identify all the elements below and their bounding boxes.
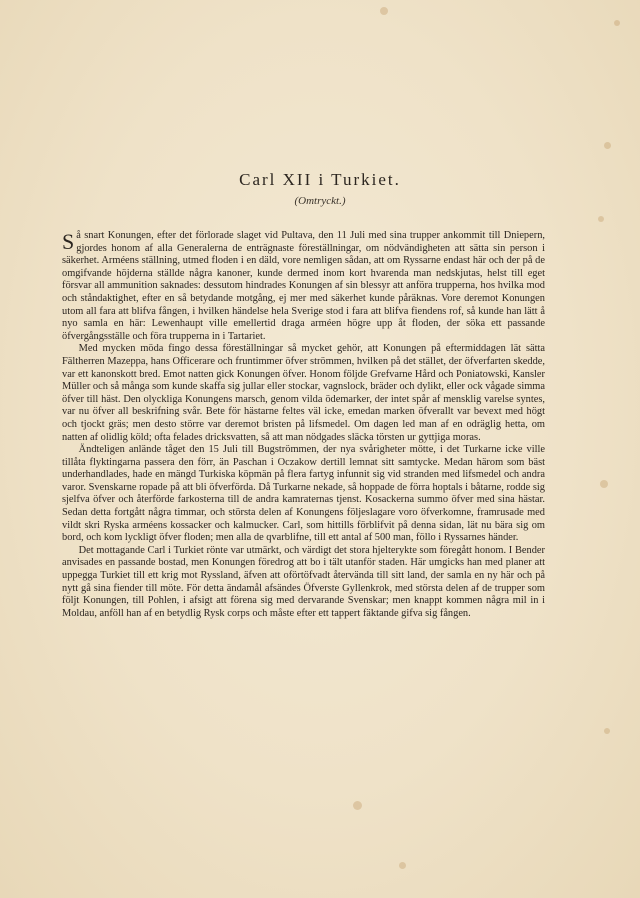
foxing-spot (614, 20, 620, 26)
foxing-spot (600, 480, 608, 488)
paragraph-text: å snart Konungen, efter det förlorade slaget vid Pultava, den 11 Juli med sina trupper ankommit till Dniepern, gjordes honom af alla Generalerna de enträgnaste föreställningar, om nödvändigheten att sätta sin person i säkerhet. Arméens ställning, utmed floden i en däld, vore nemligen sådan, att om Ryssarne endast här och der på de omgifvande höjderna ställde några kanoner, kunde dermed inom kort hvarenda man nedskjutas, helst till eget försvar all ammunition saknades: dessutom hindrades Konungen af sin blessyr att anföra trupperna, hos hvilka mod och ståndaktighet, efter en så betydande motgång, ej mer med säkerhet kunde påräknas. Vore deremot Konungen utom all fara att blifva fången, i hvilken händelse hela Sverige stod i fara att blifva fiendens rof, så kunde han lätt å nyo samla en här: Lewenhaupt ville emellertid draga arméen högre upp åt floden, der söka ett passande öfvergångsställe och föra trupperna in i Tartariet. (62, 230, 545, 342)
foxing-spot (604, 142, 611, 149)
drop-cap: S (62, 229, 75, 254)
foxing-spot (353, 801, 362, 810)
paragraph: Ändteligen anlände tåget den 15 Juli till Bugströmmen, der nya svårigheter mötte, i det Turkarne icke ville tillåta flyktingarna passera den förr, än Paschan i Oczakow dertill lemnat sitt samtycke. Medan härom som bäst underhandlades, hade en mängd Turkiska köpmän på flera fartyg infunnit sig vid stranden med lifsmedel och andra varor. Svenskarne ropade på att bli öfverförda. Då Turkarne nekade, så hoppade de förra hoptals i båtarne, rodde sig sjelfva öfver och återförde farkosterna till de andra kamraternas tjenst. Kosackerna summo öfver med sina hästar. Sedan detta fortgått några timmar, och största delen af Konungens följeslagare voro öfverkomne, framrusade med vildt skri Ryska arméens kossacker och kalmucker. Carl, som hittills förblifvit på denna sidan, lät nu bära sig om bord, och kom lyckligt öfver floden; men alla de qvarblifne, till ett antal af 500 man, föllo i Ryssarnes händer. (62, 444, 545, 544)
foxing-spot (598, 216, 604, 222)
article-subtitle: (Omtryckt.) (294, 195, 346, 207)
paragraph (62, 230, 545, 343)
foxing-spot (399, 862, 406, 869)
paragraph: Det mottagande Carl i Turkiet rönte var utmärkt, och värdigt det stora hjelterykte som föregått honom. I Bender anvisades en passande bostad, men Konungen föredrog att bo i tält utanför staden. Här umgicks han med planer att uppegga Turkiet till ett krig mot Ryssland, äfven att oförtöfvadt återvända till sitt land, der samla en ny här och på nytt gå sina fiender till möte. För detta ändamål afsändes Öfverste Gyllenkrok, med största delen af de trupper som följt Konungen, till Pohlen, i afsigt att förena sig med dervarande Svenskar; men knappt kommen några mil in i Moldau, anföll han af en betydlig Rysk corps och måste efter ett tappert fäktande gifva sig fången. (62, 544, 545, 619)
paragraph: Med mycken möda fingo dessa föreställningar så mycket gehör, att Konungen på eftermiddagen lät sätta Fältherren Mazeppa, hans Officerare och fruntimmer öfver strömmen, hvilken på det stället, der öfverfarten skedde, var ett kanonskott bred. Emot natten gick Konungen öfver. Honom följde Grefvarne Hård och Poniatowski, Kansler Müller och så många som kunde skaffa sig jullar eller stockar, vagnslock, bräder och dylikt, eller ock vågade simma öfver till häst. Den olyckliga Konungens marsch, genom vilda ödemarker, der intet spår af mensklig varelse syntes, var nu öfver all beskrifning svår. Bete för hästarne feltes väl icke, emedan marken öfverallt var bevext med högt och tjockt gräs; men desto större var deremot bristen på lifsmedel. Om dagen led man af en odräglig hetta, om natten af olidlig köld; ofta felades dricksvatten, så att man nödgades släcka törsten ur gyttjiga moras. (62, 343, 545, 443)
foxing-spot (380, 7, 388, 15)
article-title: Carl XII i Turkiet. (239, 170, 401, 189)
foxing-spot (604, 728, 610, 734)
article-body (62, 230, 545, 620)
